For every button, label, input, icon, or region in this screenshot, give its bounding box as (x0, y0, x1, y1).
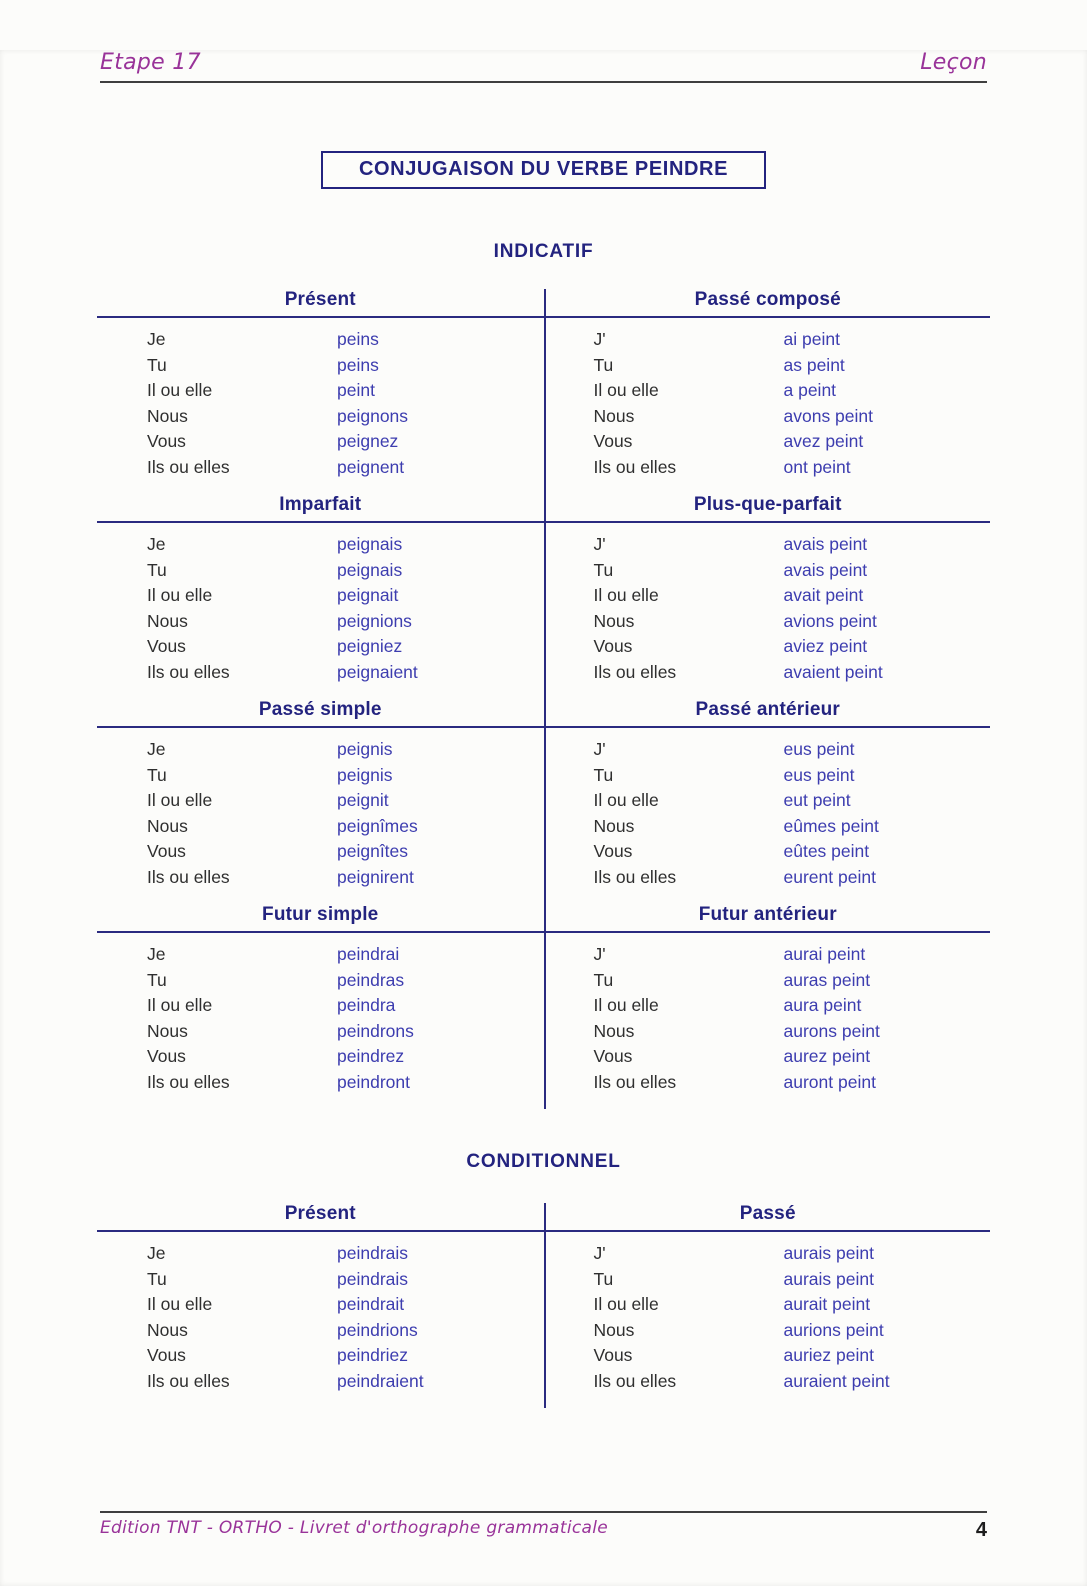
pronoun: Je (147, 534, 166, 555)
pronoun: Il ou elle (593, 380, 659, 401)
conjugation-row (546, 1267, 991, 1293)
verb-form: auraient peint (783, 1370, 890, 1391)
verb-form: auriez peint (783, 1345, 874, 1366)
conjugation-row (97, 378, 544, 404)
verb-form: aurez peint (783, 1046, 871, 1067)
tense-name: Plus-que-parfait (546, 494, 991, 523)
verb-form: peigniez (337, 636, 403, 657)
pronoun: Ils ou elles (593, 866, 677, 887)
conjugation-row (546, 378, 991, 404)
conjugation-row (546, 532, 991, 558)
conjugation-row (97, 865, 544, 891)
conjugation-row (546, 634, 991, 660)
pronoun: Il ou elle (593, 1294, 659, 1315)
page-number: 4 (975, 1519, 987, 1541)
conjugation-rows (97, 1232, 544, 1408)
pronoun: Ils ou elles (593, 456, 677, 477)
tense-name: Imparfait (97, 494, 544, 523)
conjugation-row (97, 429, 544, 455)
tense-name: Passé composé (546, 289, 991, 318)
tense-column-right (544, 904, 991, 1109)
pronoun: Nous (147, 610, 188, 631)
conjugation-row (97, 404, 544, 430)
tense-name: Présent (97, 289, 544, 318)
tense-block (97, 699, 990, 904)
conjugation-rows (97, 933, 544, 1109)
tense-name: Présent (97, 1203, 544, 1232)
conjugation-row (97, 1070, 544, 1096)
conjugation-rows (546, 1232, 991, 1408)
conjugation-row (546, 763, 991, 789)
pronoun: Tu (147, 354, 167, 375)
verb-form: peindras (337, 969, 405, 990)
tense-blocks (97, 1203, 990, 1408)
pronoun: Tu (593, 354, 614, 375)
verb-form: peignis (337, 764, 393, 785)
verb-form: as peint (783, 354, 845, 375)
verb-form: peindrai (337, 944, 400, 965)
pronoun: J' (593, 534, 606, 555)
pronoun: Vous (147, 1046, 186, 1067)
title-box (321, 151, 766, 189)
pronoun: Il ou elle (147, 790, 213, 811)
tense-column-right (544, 699, 991, 904)
verb-form: peignit (337, 790, 389, 811)
tense-name: Passé (546, 1203, 991, 1232)
pronoun: Je (147, 944, 166, 965)
verb-form: peint (337, 380, 375, 401)
conjugation-row (97, 993, 544, 1019)
pronoun: Ils ou elles (147, 456, 230, 477)
conjugation-row (546, 1019, 991, 1045)
conjugation-row (546, 993, 991, 1019)
pronoun: Nous (593, 1319, 635, 1340)
verb-form: peignent (337, 456, 405, 477)
pronoun: Nous (593, 1020, 635, 1041)
verb-form: peins (337, 329, 379, 350)
verb-form: aurais peint (783, 1243, 874, 1264)
tense-block (97, 494, 990, 699)
conjugation-row (97, 353, 544, 379)
conjugation-rows (546, 523, 991, 699)
tense-column-right (544, 494, 991, 699)
page-title: CONJUGAISON DU VERBE PEINDRE (358, 158, 729, 180)
tense-name: Futur simple (97, 904, 544, 933)
pronoun: J' (593, 739, 606, 760)
conjugation-row (97, 1369, 544, 1395)
verb-form: peindrions (337, 1319, 418, 1340)
conjugation-row (97, 532, 544, 558)
pronoun: Il ou elle (593, 585, 659, 606)
tense-column-left (97, 1203, 544, 1408)
conjugation-row (546, 788, 991, 814)
verb-form: aurait peint (783, 1294, 871, 1315)
conjugation-row (546, 353, 991, 379)
tense-column-left (97, 699, 544, 904)
pronoun: Nous (147, 1020, 188, 1041)
verb-form: avons peint (783, 405, 874, 426)
verb-form: peindra (337, 995, 396, 1016)
pronoun: Ils ou elles (593, 661, 677, 682)
verb-form: eus peint (783, 739, 855, 760)
verb-form: peindrais (337, 1268, 409, 1289)
verb-form: peignait (337, 585, 399, 606)
tense-name: Passé antérieur (546, 699, 991, 728)
verb-form: peins (337, 354, 379, 375)
tense-name: Futur antérieur (546, 904, 991, 933)
conjugation-row (97, 763, 544, 789)
conjugation-row (97, 583, 544, 609)
pronoun: Je (147, 1243, 166, 1264)
conjugation-row (546, 1044, 991, 1070)
pronoun: J' (593, 329, 606, 350)
conjugation-row (97, 558, 544, 584)
conjugation-row (546, 737, 991, 763)
conjugation-row (546, 942, 991, 968)
document-page (0, 50, 1087, 1586)
conjugation-row (97, 660, 544, 686)
conjugation-row (97, 1318, 544, 1344)
pronoun: Il ou elle (147, 380, 213, 401)
verb-form: peindrez (337, 1046, 405, 1067)
verb-form: ai peint (783, 329, 840, 350)
conjugation-row (97, 634, 544, 660)
pronoun: Nous (593, 815, 635, 836)
tense-column-left (97, 904, 544, 1109)
pronoun: Vous (593, 1345, 633, 1366)
pronoun: Il ou elle (147, 585, 213, 606)
verb-form: avez peint (783, 431, 864, 452)
verb-form: peindrait (337, 1294, 405, 1315)
verb-form: aurions peint (783, 1319, 884, 1340)
etape-label: Etape 17 (100, 50, 201, 75)
pronoun: Vous (593, 636, 633, 657)
verb-form: avais peint (783, 559, 868, 580)
pronoun: Tu (147, 1268, 167, 1289)
verb-form: peignez (337, 431, 399, 452)
conjugation-row (97, 1267, 544, 1293)
conjugation-row (546, 865, 991, 891)
pronoun: J' (593, 1243, 606, 1264)
footer-edition-text: Edition TNT - ORTHO - Livret d'orthographe grammaticale (100, 1518, 608, 1538)
conjugation-row (97, 1343, 544, 1369)
conjugation-row (546, 968, 991, 994)
conjugation-row (546, 660, 991, 686)
conjugation-row (546, 1292, 991, 1318)
tense-block (97, 904, 990, 1109)
pronoun: Tu (147, 559, 167, 580)
pronoun: Vous (147, 1345, 186, 1366)
verb-form: auras peint (783, 969, 871, 990)
verb-form: peindraient (337, 1370, 424, 1391)
pronoun: Je (147, 329, 166, 350)
verb-form: aurons peint (783, 1020, 880, 1041)
conjugation-rows (97, 523, 544, 699)
pronoun: Je (147, 739, 166, 760)
verb-form: aurais peint (783, 1268, 874, 1289)
verb-form: a peint (783, 380, 837, 401)
pronoun: Tu (593, 559, 614, 580)
tense-block (97, 1203, 990, 1408)
conjugation-row (97, 968, 544, 994)
pronoun: Il ou elle (593, 790, 659, 811)
pronoun: Nous (147, 815, 188, 836)
conjugation-row (546, 1070, 991, 1096)
verb-form: peignîtes (337, 841, 409, 862)
conjugation-row (97, 942, 544, 968)
conjugation-row (97, 839, 544, 865)
conjugation-row (546, 1343, 991, 1369)
conjugation-row (97, 609, 544, 635)
tense-name: Passé simple (97, 699, 544, 728)
conjugation-rows (97, 728, 544, 904)
pronoun: Ils ou elles (147, 1071, 230, 1092)
pronoun: Tu (593, 764, 614, 785)
tense-column-left (97, 289, 544, 494)
verb-form: peignaient (337, 661, 418, 682)
verb-form: avait peint (783, 585, 864, 606)
verb-form: eûtes peint (783, 841, 870, 862)
verb-form: peignis (337, 739, 393, 760)
verb-form: peignîmes (337, 815, 418, 836)
tense-block (97, 289, 990, 494)
conjugation-row (546, 839, 991, 865)
mood-heading: INDICATIF (493, 241, 594, 262)
pronoun: Tu (593, 969, 614, 990)
pronoun: Vous (593, 1046, 633, 1067)
pronoun: Ils ou elles (147, 661, 230, 682)
tense-blocks (97, 289, 990, 1109)
conjugation-rows (546, 318, 991, 494)
conjugation-row (546, 609, 991, 635)
conjugation-rows (546, 933, 991, 1109)
conjugation-row (546, 814, 991, 840)
verb-form: ont peint (783, 456, 851, 477)
conjugation-row (546, 583, 991, 609)
verb-form: aurai peint (783, 944, 866, 965)
verb-form: peignons (337, 405, 409, 426)
pronoun: Ils ou elles (147, 866, 230, 887)
page-header (100, 50, 987, 83)
verb-form: eut peint (783, 790, 851, 811)
pronoun: Ils ou elles (593, 1370, 677, 1391)
conjugation-rows (546, 728, 991, 904)
verb-form: peignais (337, 559, 403, 580)
verb-form: avais peint (783, 534, 868, 555)
conjugation-row (546, 455, 991, 481)
verb-form: auront peint (783, 1071, 876, 1092)
lecon-label: Leçon (920, 50, 987, 75)
section-indicatif (97, 241, 990, 1109)
pronoun: Nous (147, 405, 188, 426)
verb-form: peindront (337, 1071, 410, 1092)
pronoun: Tu (147, 969, 167, 990)
section-conditionnel (97, 1151, 990, 1408)
conjugation-row (97, 1044, 544, 1070)
pronoun: Vous (147, 841, 186, 862)
tense-column-left (97, 494, 544, 699)
tense-column-right (544, 289, 991, 494)
verb-form: peignirent (337, 866, 414, 887)
verb-form: eus peint (783, 764, 855, 785)
conjugation-row (546, 1241, 991, 1267)
pronoun: Nous (147, 1319, 188, 1340)
verb-form: peindrons (337, 1020, 414, 1041)
pronoun: Il ou elle (147, 995, 213, 1016)
pronoun: Il ou elle (147, 1294, 213, 1315)
mood-heading: CONDITIONNEL (466, 1151, 621, 1172)
conjugation-content (97, 241, 990, 1408)
pronoun: Il ou elle (593, 995, 659, 1016)
conjugation-row (546, 327, 991, 353)
pronoun: Nous (593, 610, 635, 631)
verb-form: avions peint (783, 610, 877, 631)
pronoun: Ils ou elles (593, 1071, 677, 1092)
conjugation-row (97, 814, 544, 840)
pronoun: Tu (147, 764, 167, 785)
verb-form: peindriez (337, 1345, 409, 1366)
pronoun: Tu (593, 1268, 614, 1289)
conjugation-row (546, 404, 991, 430)
verb-form: peindrais (337, 1243, 409, 1264)
pronoun: J' (593, 944, 606, 965)
conjugation-row (546, 429, 991, 455)
verb-form: aura peint (783, 995, 862, 1016)
verb-form: peignais (337, 534, 403, 555)
verb-form: peignions (337, 610, 412, 631)
tense-column-right (544, 1203, 991, 1408)
pronoun: Vous (147, 636, 186, 657)
conjugation-rows (97, 318, 544, 494)
pronoun: Nous (593, 405, 635, 426)
pronoun: Vous (147, 431, 186, 452)
pronoun: Vous (593, 841, 633, 862)
conjugation-row (546, 558, 991, 584)
verb-form: eurent peint (783, 866, 876, 887)
conjugation-row (97, 737, 544, 763)
conjugation-row (546, 1318, 991, 1344)
conjugation-row (97, 1292, 544, 1318)
conjugation-row (97, 455, 544, 481)
conjugation-row (97, 1241, 544, 1267)
verb-form: eûmes peint (783, 815, 879, 836)
pronoun: Vous (593, 431, 633, 452)
conjugation-row (97, 327, 544, 353)
conjugation-row (546, 1369, 991, 1395)
conjugation-row (97, 788, 544, 814)
conjugation-row (97, 1019, 544, 1045)
verb-form: aviez peint (783, 636, 868, 657)
verb-form: avaient peint (783, 661, 883, 682)
pronoun: Ils ou elles (147, 1370, 230, 1391)
